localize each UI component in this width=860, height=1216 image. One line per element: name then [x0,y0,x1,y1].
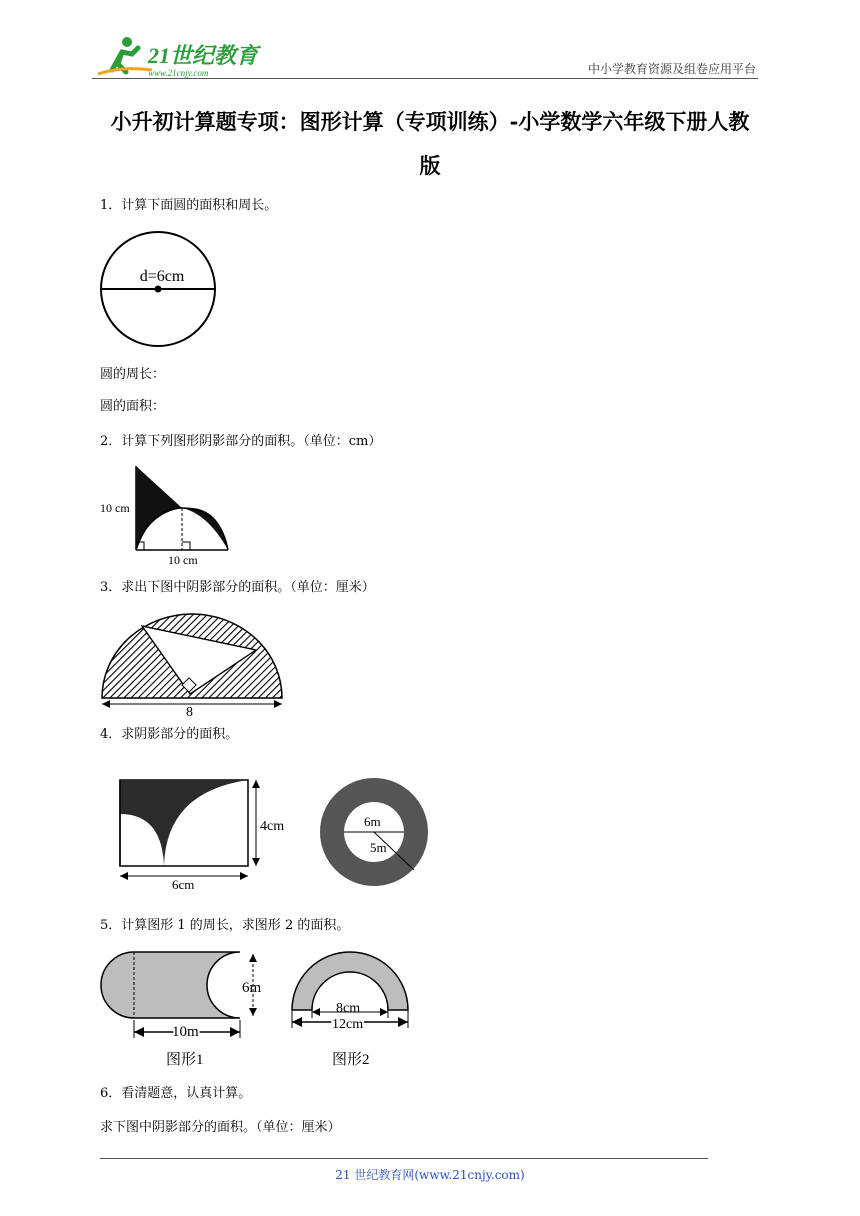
footer-divider [100,1158,708,1159]
q5-fig1-height-label: 6m [242,980,262,996]
question-6-text: 6．看清题意，认真计算。 [100,1086,252,1101]
q1-area-label: 圆的面积： [100,399,166,414]
q2-height-label: 10 cm [100,501,130,515]
q3-semicircle-diagram [98,610,290,720]
q5-fig2-inner-label: 8cm [336,1001,361,1016]
q4-radius-label: 5m [370,840,387,855]
runner-icon [98,37,152,74]
q4-width-label: 6cm [172,877,195,892]
q5-figure-2 [286,948,412,1074]
header-divider [92,78,758,79]
site-logo [92,30,262,82]
q4-height-label: 4cm [260,819,285,834]
question-5-text: 5．计算图形 1 的周长，求图形 2 的面积。 [100,918,350,933]
q1-perimeter-label: 圆的周长： [100,367,166,382]
logo-text: 21世纪教育 [148,43,259,68]
question-3-text: 3．求出下图中阴影部分的面积。（单位：厘米） [100,580,375,595]
q5-fig2-outer-label: 12cm [332,1017,364,1032]
q5-fig2-caption: 图形2 [332,1052,370,1068]
q5-figure-1 [98,948,276,1074]
page-title-line2: 版 [419,153,441,178]
site-tagline: 中小学教育资源及组卷应用平台 [587,62,756,76]
question-4-text: 4．求阴影部分的面积。 [100,727,239,742]
q4-ring-diagram [318,776,434,888]
question-1-text: 1．计算下面圆的面积和周长。 [100,198,278,213]
q4-rectangle-diagram [114,774,296,894]
question-6-subtext: 求下图中阴影部分的面积。（单位：厘米） [100,1120,341,1135]
question-2-text: 2．计算下列图形阴影部分的面积。（单位：cm） [100,434,382,449]
footer-link[interactable]: 21 世纪教育网(www.21cnjy.com) [335,1168,525,1182]
q5-fig1-caption: 图形1 [166,1052,204,1068]
q2-base-label: 10 cm [168,553,198,567]
q1-circle-diagram [98,230,222,350]
q2-shaded-diagram [98,462,238,570]
q1-diameter-label: d=6cm [139,268,185,285]
q3-width-label: 8 [186,705,193,720]
page-title-line1: 小升初计算题专项：图形计算（专项训练）-小学数学六年级下册人教 [110,109,750,134]
q5-fig1-width-label: 10m [172,1024,199,1040]
q4-inner-diameter-label: 6m [364,814,381,829]
logo-url: www.21cnjy.com [148,68,209,78]
